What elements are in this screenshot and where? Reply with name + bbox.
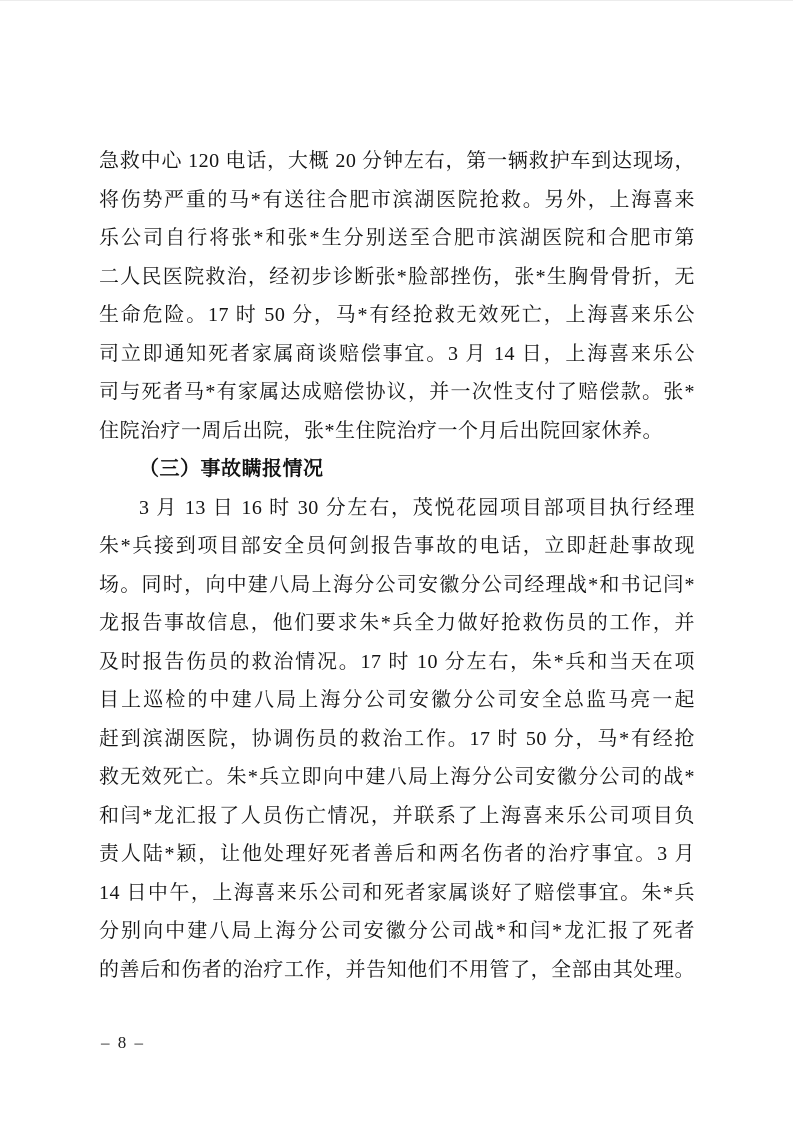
text-line: 目上巡检的中建八局上海分公司安徽分公司安全总监马亮一起 (99, 689, 695, 711)
text-line: 14 日中午，上海喜来乐公司和死者家属谈好了赔偿事宜。朱*兵 (99, 881, 695, 904)
text-line: 生命危险。17 时 50 分，马*有经抢救无效死亡，上海喜来乐公 (99, 304, 695, 326)
text-line: 乐公司自行将张*和张*生分别送至合肥市滨湖医院和合肥市第 (99, 227, 695, 249)
text-line: 场。同时，向中建八局上海分公司安徽分公司经理战*和书记闫* (99, 573, 695, 596)
text-line: 及时报告伤员的救治情况。17 时 10 分左右，朱*兵和当天在项 (99, 650, 695, 673)
text-line: 责人陆*颖，让他处理好死者善后和两名伤者的治疗事宜。3 月 (99, 843, 695, 865)
text-line: 的善后和伤者的治疗工作，并告知他们不用管了，全部由其处理。 (99, 958, 695, 981)
page-number: – 8 – (101, 1033, 145, 1052)
text-line: 将伤势严重的马*有送往合肥市滨湖医院抢救。另外，上海喜来 (99, 188, 695, 211)
text-line: 朱*兵接到项目部安全员何剑报告事故的电话，立即赶赴事故现 (99, 535, 695, 557)
text-line: 急救中心 120 电话，大概 20 分钟左右，第一辆救护车到达现场， (99, 150, 695, 172)
text-line: 住院治疗一周后出院，张*生住院治疗一个月后出院回家休养。 (99, 419, 663, 442)
text-line: 龙报告事故信息，他们要求朱*兵全力做好抢救伤员的工作，并 (99, 612, 695, 634)
page-top-edge (0, 0, 793, 1)
text-line: 司与死者马*有家属达成赔偿协议，并一次性支付了赔偿款。张* (99, 381, 695, 403)
text-line: 和闫*龙汇报了人员伤亡情况，并联系了上海喜来乐公司项目负 (99, 804, 695, 827)
text-line: 司立即通知死者家属商谈赔偿事宜。3 月 14 日，上海喜来乐公 (99, 342, 695, 365)
text-line: 赶到滨湖医院，协调伤员的救治工作。17 时 50 分，马*有经抢 (99, 727, 695, 750)
text-line: 救无效死亡。朱*兵立即向中建八局上海分公司安徽分公司的战* (99, 766, 695, 788)
text-line: 3 月 13 日 16 时 30 分左右，茂悦花园项目部项目执行经理 (139, 496, 695, 519)
text-line: 分别向中建八局上海分公司安徽分公司战*和闫*龙汇报了死者 (99, 920, 695, 942)
document-body (99, 142, 695, 989)
text-line: 二人民医院救治，经初步诊断张*脸部挫伤，张*生胸骨骨折，无 (99, 265, 695, 288)
section-heading: （三）事故瞒报情况 (139, 458, 324, 480)
